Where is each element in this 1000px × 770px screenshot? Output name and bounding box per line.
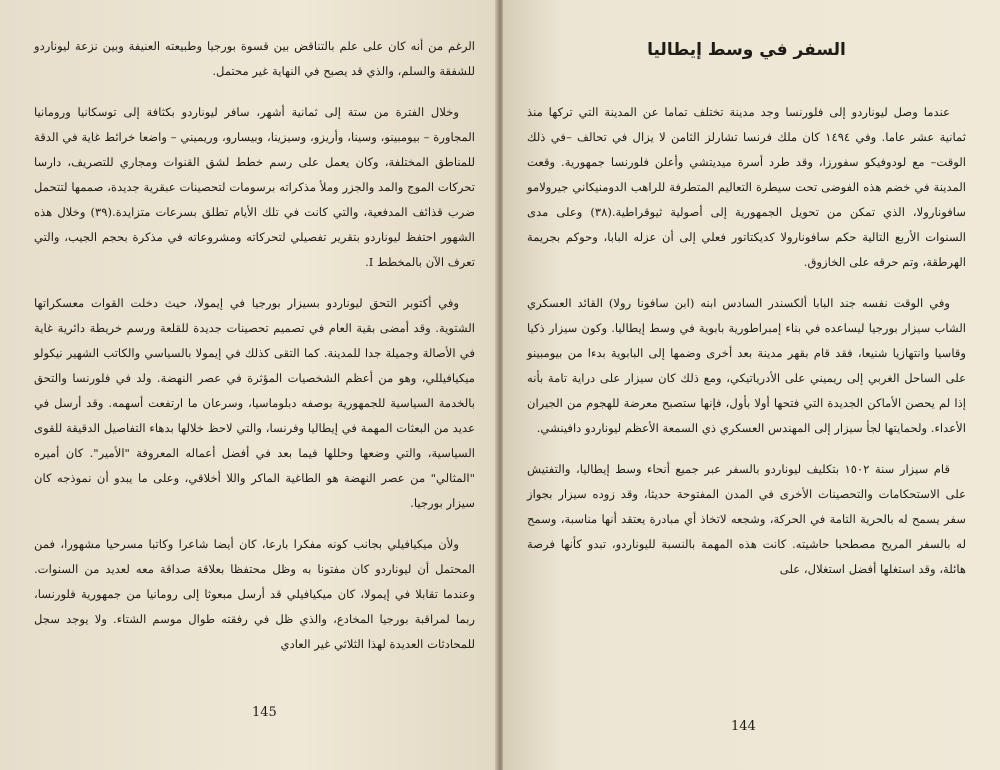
right-page [503,0,1000,770]
left-paragraph-3: وفي أكتوبر التحق ليوناردو بسيزار بورجيا في إيمولا، حيث دخلت القوات معسكراتها الشتوية. وقد أمضى بقية العام في تصميم تحصينات جديدة للقلعة ورسم خريطة دائرية غاية في الأصالة وجميلة جدا للمدينة. كما التقى كذلك في إيمولا بالسياسي والكاتب الشهير نيكولو ميكيافيللي، وهو من أعظم الشخصيات المؤثرة في عصر النهضة. ولد في فلورنسا والتحق بالخدمة السياسية للجمهورية بوصفه دبلوماسيا، وسرعان ما ارتفعت أسهمه. وقد أرسل في عديد من البعثات المهمة في إيطاليا وفرنسا، والتي لاحظ خلالها بدهاء التفاصيل الدقيقة للقوى السياسية، والتي وضعها وحللها فيما بعد في أفضل أعماله المعروفة "الأمير". كان أميره "المثالي" من عصر النهضة هو الطاغية الماكر واللا أخلاقي، وعلى ما يبدو أن نموذجه كان سيزار بورجيا. [34,296,475,510]
right-paragraph-1: عندما وصل ليوناردو إلى فلورنسا وجد مدينة تختلف تماما عن المدينة التي تركها منذ ثمانية عشر عاما. وفي ١٤٩٤ كان ملك فرنسا تشارلز الثامن لا يزال في تحالف –في ذلك الوقت– مع لودوفيكو سفورزا، وقد طرد أسرة ميديتشي وأعلن فلورنسا جمهورية. وقعت المدينة في خضم هذه الفوضى تحت سيطرة التعاليم المتطرفة للراهب الدومنيكاني جيرولامو سافونارولا، الذي تمكن من تحويل الجمهورية إلى أصولية ثيوقراطية.(٣٨) وعلى مدى السنوات الأربع التالية حكم سافونارولا كديكتاتور فعلي إلى أن عزله البابا، وحوكم بجريمة الهرطقة، وتم حرقه على الخازوق. [527,105,966,269]
chapter-title: السفر في وسط إيطاليا [647,40,846,60]
page-number-left: 145 [252,705,277,720]
right-paragraph-3: قام سيزار سنة ١٥٠٢ بتكليف ليوناردو بالسفر عبر جميع أنحاء وسط إيطاليا، والتفتيش على الاستحكامات والتحصينات الأخرى في المدن المفتوحة حديثا، وقد زوده سيزار بجواز سفر يسمح له بالحرية التامة في الحركة، وشجعه لاتخاذ أي مبادرة يعتقد أنها مناسبة، وسمح له بالسفر المريح مصطحبا حاشيته. كانت هذه المهمة بالنسبة لليوناردو، تبدو كأنها فرصة هائلة، وقد استغلها أفضل استغلال، على [527,462,966,576]
left-page [0,0,497,770]
left-paragraph-4: ولأن ميكيافيلي بجانب كونه مفكرا بارعا، كان أيضا شاعرا وكاتبا مسرحيا مشهورا، فمن المحتمل أن ليوناردو كان مفتونا به وظل محتفظا بعلاقة صداقة معه لعديد من السنوات. وعندما تقابلا في إيمولا، كان ميكيافيلي قد أرسل مبعوثا إلى رومانيا من جمهورية فلورنسا، ربما لمراقبة بورجيا المخادع، والذي ظل في رفقته طوال موسم الشتاء. ولا يوجد سجل للمحادثات العديدة لهذا الثلاثي غير العادي [34,537,475,651]
right-paragraph-2: وفي الوقت نفسه جند البابا ألكسندر السادس ابنه (ابن سافونا رولا) القائد العسكري الشاب سيزار بورجيا ليساعده في بناء إمبراطورية بابوية في وسط إيطاليا. وكون سيزار ذكيا وقاسيا وانتهازيا شنيعا، فقد قام بقهر مدينة بعد أخرى وضمها إلى البابوية بدءا من بيومبينو على الساحل الغربي إلى ريميني على الأدرياتيكي، ومع ذلك كان سيزار على دراية تامة بأنه إذا لم يحصن الأماكن الجديدة التي فتحها أولا بأول، فإنها ستصبح معرضة للهجوم من الجيران الأعداء. ولحمايتها لجأ سيزار إلى المهندس العسكري ذي السمعة الأعظم ليوناردو دافينشي. [527,296,966,435]
page-number-right: 144 [731,719,756,734]
left-paragraph-2: وخلال الفترة من ستة إلى ثمانية أشهر، سافر ليوناردو بكثافة إلى توسكانيا ورومانيا المجاورة – بيومبينو، وسينا، وأريزو، وسيزينا، وبيسارو، وريميني – واضعا خرائط غاية في الدقة للمناطق المختلفة، وكان يعمل على رسم خطط لشق القنوات ومجاري للتصريف، دارسا تحركات الموج والمد والجزر وملأ مذكراته برسومات لتحصينات عبقرية جديدة، صممها لتتحمل ضرب قذائف المدفعية، والتي كانت في تلك الأيام تطلق بسرعات متزايدة.(٣٩) وخلال هذه الشهور احتفظ ليوناردو بتقرير تفصيلي لتحركاته ومشروعاته في مذكرة بحجم الجيب، والتي تعرف الآن بالمخطط I. [34,105,475,269]
left-paragraph-1: الرغم من أنه كان على علم بالتناقض بين قسوة بورجيا وطبيعته العنيفة وبين نزعة ليوناردو للشفقة والسلم، والذي قد يصبح في النهاية غير محتمل. [34,39,475,78]
